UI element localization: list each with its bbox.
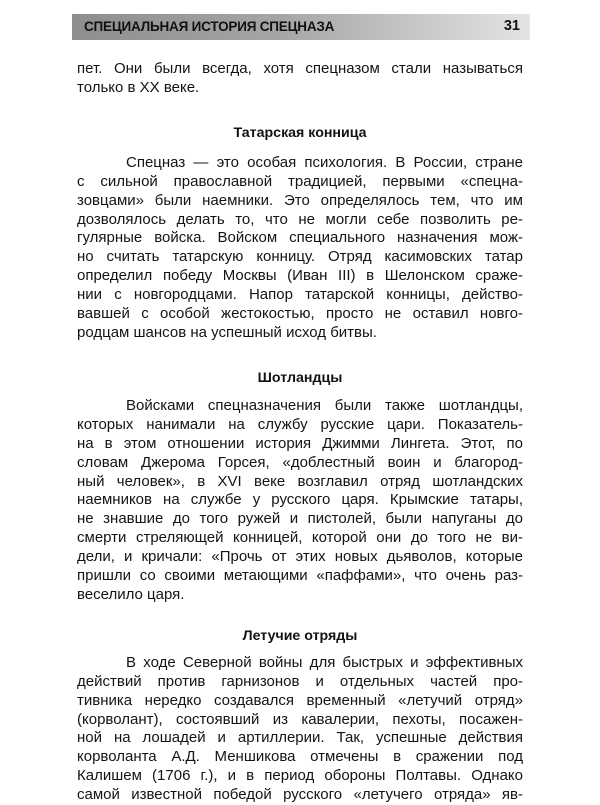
paragraph-tatar — [77, 154, 523, 343]
text-line: словам Джерома Горсея, «доблестный воин и благород- — [77, 453, 523, 471]
text-line: нии с новгородцами. Напор татарской конницы, действо- — [77, 286, 523, 304]
text-line: на в этом отношении история Джимми Лингета. Этот, по — [77, 434, 523, 452]
section-heading-tatar: Татарская конница — [233, 124, 367, 141]
text-line: дозволялось делать то, что не могли себе позволить ре- — [77, 210, 523, 228]
text-line: самой известной победой русского «летучего отряда» яв- — [77, 786, 523, 804]
section-heading-scots: Шотландцы — [257, 369, 343, 386]
text-line: Калишем (1706 г.), и в период обороны Полтавы. Однако — [77, 767, 523, 785]
text-line: которых нанимали на службу русские цари. Показатель- — [77, 415, 523, 433]
text-line: ной на лошадей и артиллерии. Так, успешные действия — [77, 729, 523, 747]
text-line: корволанта А.Д. Меншикова отмечены в сражении под — [77, 748, 523, 766]
text-line: тивника нередко создавался временный «летучий отряд» — [77, 691, 523, 709]
page-number: 31 — [503, 18, 520, 34]
text-line: Войсками спецназначения были также шотландцы, — [126, 396, 523, 414]
running-header — [72, 14, 530, 40]
text-line: Спецназ — это особая психология. В России, стране — [126, 153, 523, 171]
text-line: действий против гарнизонов и отдельных частей про- — [77, 672, 523, 690]
paragraph-scots — [77, 397, 523, 605]
text-line: пришли со своими метающими «паффами», что очень раз- — [77, 567, 523, 585]
text-line: родцам шансов на успешный исход битвы. — [77, 323, 377, 341]
text-line: только в XX веке. — [77, 78, 200, 96]
text-line: дели, и кричали: «Прочь от этих новых дьяволов, которые — [77, 548, 523, 566]
section-heading-flying: Летучие отряды — [242, 627, 358, 644]
page-content — [77, 60, 523, 805]
intro-paragraph — [77, 60, 523, 98]
text-line: гулярные войска. Войском специального назначения мож- — [77, 229, 523, 247]
text-line: не знавшие до того ружей и пистолей, были напуганы до — [77, 510, 523, 528]
text-line: веселило царя. — [77, 585, 185, 603]
text-line: вавшей с особой жестокостью, просто не оставил новго- — [77, 305, 523, 323]
text-line: зовцами» были наемники. Это определялось тем, что им — [77, 191, 523, 209]
text-line: В ходе Северной войны для быстрых и эффективных — [126, 653, 523, 671]
text-line: ный человек», в XVI веке возглавил отряд шотландских — [77, 472, 523, 490]
text-line: (корволант), состоявший из кавалерии, пехоты, посажен- — [77, 710, 523, 728]
running-header-title: СПЕЦИАЛЬНАЯ ИСТОРИЯ СПЕЦНАЗА — [84, 19, 335, 34]
text-line: с сильной православной традицией, первыми «спецна- — [77, 172, 523, 190]
text-line: наемников на службе у русского царя. Крымские татары, — [77, 491, 523, 509]
text-line: пет. Они были всегда, хотя спецназом стали называться — [77, 60, 523, 77]
text-line: но считать татарскую конницу. Отряд касимовских татар — [77, 248, 523, 266]
paragraph-flying — [77, 654, 523, 805]
text-line: определил победу Москвы (Иван III) в Шелонском сраже- — [77, 267, 523, 285]
text-line: смерти стреляющей конницей, которой они до того не ви- — [77, 529, 523, 547]
